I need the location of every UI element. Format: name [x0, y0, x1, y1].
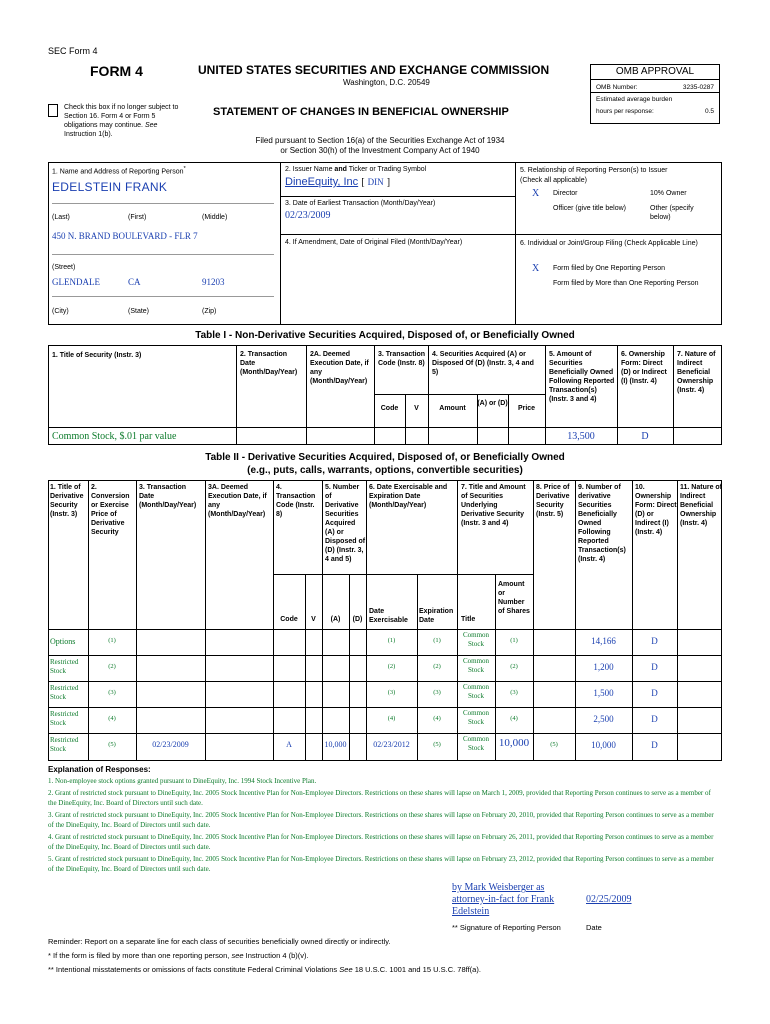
- amendment-label: 4. If Amendment, Date of Original Filed (Month/Day/Year): [285, 239, 463, 246]
- director-mark[interactable]: X: [532, 188, 540, 199]
- t2-row-price: (5): [550, 741, 558, 748]
- t1-h-nature: 7. Nature of Indirect Beneficial Ownership (Instr. 4): [677, 351, 716, 394]
- table-row: [48, 707, 722, 733]
- t2-row-u-title: Common Stock: [462, 631, 490, 648]
- issuer-label: 2. Issuer Name and Ticker or Trading Symbol: [285, 166, 427, 173]
- more-person-label: Form filed by More than One Reporting Person: [553, 280, 699, 287]
- t2-row-ex: (1): [387, 637, 396, 644]
- footnote: 5. Grant of restricted stock pursuant to DineEquity, Inc. 2005 Stock Incentive Plan for Non-Employee Directors. Restrictions on these shares will lapse on February 23, 2012, provided that Reporting Person continues to serve as a member of the DineEquity, Inc. Board of Directors until such date.: [48, 855, 714, 873]
- t1-row-owned: 13,500: [567, 431, 595, 442]
- t2-h-u-amount: Amount or Number of Shares: [498, 581, 530, 615]
- t2-row-exp: (1): [433, 637, 441, 644]
- table2-title: Table II - Derivative Securities Acquired, Disposed of, or Beneficially Owned (e.g., puts, calls, warrants, options, convertible securities): [205, 452, 565, 476]
- issuer-name-row: DineEquity, Inc [ DIN ]: [285, 176, 391, 188]
- explanation-title: Explanation of Responses:: [48, 765, 151, 774]
- issuer-name-link[interactable]: DineEquity, Inc: [285, 176, 359, 188]
- filing-type-label: 6. Individual or Joint/Group Filing (Check Applicable Line): [520, 240, 698, 247]
- t2-row-title: Restricted Stock: [50, 736, 79, 753]
- t2-row-u-amt: (1): [510, 637, 518, 644]
- t2-row-form: D: [651, 688, 658, 698]
- t2-h-exercisable: 6. Date Exercisable and Expiration Date (Month/Day/Year): [369, 484, 448, 509]
- reminder: Reminder: Report on a separate line for each class of securities beneficially owned directly or indirectly.: [48, 937, 391, 946]
- t2-row-title: Restricted Stock: [50, 710, 79, 727]
- t2-row-exp: (4): [433, 715, 441, 722]
- t1-h-price: Price: [517, 405, 536, 412]
- t2-row-u-amt: (3): [510, 689, 518, 696]
- checkbox-instructions: Check this box if no longer subject to Section 16. Form 4 or Form 5 obligations may continue. See Instruction 1(b).: [64, 104, 179, 138]
- t1-h-deemed: 2A. Deemed Execution Date, if any (Month/Day/Year): [310, 351, 369, 385]
- t1-row-title: Common Stock, $.01 par value: [52, 431, 177, 442]
- table-row: [48, 629, 722, 655]
- t1-h-title: 1. Title of Security (Instr. 3): [52, 352, 142, 359]
- t2-h-d: (D): [352, 616, 363, 623]
- middle-label: (Middle): [202, 214, 228, 221]
- zip-label: (Zip): [202, 308, 217, 315]
- t2-h-owned: 9. Number of derivative Securities Beneficially Owned Following Reported Transaction(s) (Instr. 4): [578, 484, 626, 563]
- t2-row-owned: 1,200: [593, 662, 614, 672]
- t2-h-form: 10. Ownership Form: Direct (D) or Indirect (I) (Instr. 4): [635, 484, 677, 536]
- t2-row-ex: (2): [387, 663, 396, 670]
- t2-row-ex: (4): [387, 715, 396, 722]
- t2-row-owned: 1,500: [593, 688, 614, 698]
- t2-row-ex: (3): [387, 689, 396, 696]
- zip-value: 91203: [202, 277, 225, 287]
- t1-h-aord: (A) or (D): [477, 400, 508, 407]
- signature-by: by Mark Weisberger as attorney-in-fact for Frank Edelstein: [452, 882, 555, 917]
- t2-row-conv: (2): [108, 663, 116, 670]
- form-title: FORM 4: [90, 63, 143, 79]
- reporting-person-name: EDELSTEIN FRANK: [52, 180, 168, 194]
- t1-h-securities: 4. Securities Acquired (A) or Disposed Of (D) (Instr. 3, 4 and 5): [432, 351, 534, 376]
- t2-row-title: Options: [50, 637, 76, 646]
- t2-row-form: D: [651, 714, 658, 724]
- t2-row-form: D: [651, 662, 658, 672]
- t1-h-form: 6. Ownership Form: Direct (D) or Indirect (I) (Instr. 4): [621, 351, 667, 385]
- t2-h-date-ex: Date Exercisable: [369, 608, 408, 624]
- street-value: 450 N. BRAND BOULEVARD - FLR 7: [52, 231, 198, 241]
- table1-title: Table I - Non-Derivative Securities Acquired, Disposed of, or Beneficially Owned: [195, 330, 575, 341]
- one-person-label: Form filed by One Reporting Person: [553, 265, 666, 272]
- t2-row-exp: (5): [433, 741, 441, 748]
- one-person-mark[interactable]: X: [532, 263, 540, 274]
- t1-h-code-sub: Code: [380, 405, 399, 412]
- no-longer-subject-checkbox[interactable]: [48, 104, 58, 117]
- t2-h-date: 3. Transaction Date (Month/Day/Year): [139, 484, 197, 509]
- state-label: (State): [128, 308, 150, 315]
- omb-number-value: 3235-0287: [682, 84, 714, 91]
- t2-row-owned: 10,000: [591, 740, 616, 750]
- t2-row-conv: (1): [108, 637, 116, 644]
- t2-row-u-title: Common Stock: [462, 735, 490, 752]
- t2-row-date: 02/23/2009: [152, 740, 189, 749]
- t2-row-form: D: [651, 636, 658, 646]
- omb-approval-box: [590, 64, 720, 124]
- table-row: [48, 655, 722, 681]
- city-label: (City): [52, 308, 69, 315]
- t2-h-number: 5. Number of Derivative Securities Acquired (A) or Disposed of (D) (Instr. 3, 4 and 5): [325, 484, 366, 563]
- t2-row-form: D: [651, 740, 658, 750]
- signature-date: 02/25/2009: [586, 894, 632, 905]
- t2-row-u-title: Common Stock: [462, 683, 490, 700]
- footnote: 2. Grant of restricted stock pursuant to DineEquity, Inc. 2005 Stock Incentive Plan for Non-Employee Directors. Restrictions on these shares will lapse on March 1, 2009, provided that Reporting Person continues to serve as a member of the DineEquity, Inc. Board of Directors until such date.: [48, 789, 711, 807]
- t2-row-a: 10,000: [324, 740, 347, 749]
- footnote: 4. Grant of restricted stock pursuant to DineEquity, Inc. 2005 Stock Incentive Plan for Non-Employee Directors. Restrictions on these shares will lapse on February 26, 2011, provided that Reporting Person continues to serve as a member of the DineEquity, Inc. Board of Directors until such date.: [48, 833, 714, 851]
- t1-h-date: 2. Transaction Date (Month/Day/Year): [240, 351, 298, 376]
- t2-row-title: Restricted Stock: [50, 658, 79, 675]
- omb-hours-value: 0.5: [704, 108, 714, 115]
- statement-title: STATEMENT OF CHANGES IN BENEFICIAL OWNERSHIP: [213, 106, 509, 118]
- footer-note-2: ** Intentional misstatements or omissions of facts constitute Federal Criminal Violations See 18 U.S.C. 1001 and 15 U.S.C. 78ff(a).: [48, 965, 481, 974]
- t2-row-owned: 2,500: [593, 714, 614, 724]
- t1-h-code: 3. Transaction Code (Instr. 8): [378, 351, 426, 367]
- t2-h-deemed: 3A. Deemed Execution Date, if any (Month/Day/Year): [208, 484, 267, 518]
- officer-label: Officer (give title below): [553, 205, 627, 212]
- t2-row-u-amt: 10,000: [498, 737, 530, 749]
- t2-row-exp: (3): [433, 689, 441, 696]
- t2-row-u-title: Common Stock: [462, 709, 490, 726]
- t2-row-code: A: [286, 740, 292, 749]
- agency-city: Washington, D.C. 20549: [343, 78, 430, 87]
- t2-h-exp: Expiration Date: [419, 608, 454, 624]
- issuer-ticker: DIN: [367, 177, 384, 187]
- explanation-notes: [48, 776, 720, 876]
- omb-burden-label: Estimated average burden: [596, 96, 673, 103]
- other-label: Other (specify below): [650, 205, 694, 221]
- t1-h-v: V: [414, 405, 419, 412]
- t2-row-ex: 02/23/2012: [373, 740, 410, 749]
- t2-h-title: 1. Title of Derivative Security (Instr. 3): [50, 484, 84, 518]
- street-label: (Street): [52, 264, 76, 271]
- t2-h-u-title: Title: [461, 616, 476, 623]
- t2-row-u-title: Common Stock: [462, 657, 490, 674]
- t2-row-title: Restricted Stock: [50, 684, 79, 701]
- earliest-transaction-label: 3. Date of Earliest Transaction (Month/Day/Year): [285, 200, 436, 207]
- t2-h-conversion: 2. Conversion or Exercise Price of Derivative Security: [91, 484, 130, 536]
- t2-row-u-amt: (2): [510, 663, 518, 670]
- filed-pursuant: Filed pursuant to Section 16(a) of the Securities Exchange Act of 1934 or Section 30(h) of the Investment Company Act of 1940: [255, 136, 505, 155]
- signature-date-label: Date: [586, 923, 602, 932]
- first-label: (First): [128, 214, 147, 221]
- t2-row-owned: 14,166: [591, 636, 616, 646]
- t2-h-price: 8. Price of Derivative Security (Instr. 5): [536, 484, 570, 518]
- footnote: 3. Grant of restricted stock pursuant to DineEquity, Inc. 2005 Stock Incentive Plan for Non-Employee Directors. Restrictions on these shares will lapse on February 20, 2010, provided that Reporting Person continues to serve as a member of the DineEquity, Inc. Board of Directors until such date.: [48, 811, 714, 829]
- last-label: (Last): [52, 214, 70, 221]
- t2-h-underlying: 7. Title and Amount of Securities Underlying Derivative Security (Instr. 3 and 4): [461, 484, 526, 527]
- t2-row-u-amt: (4): [510, 715, 518, 722]
- footnote: 1. Non-employee stock options granted pursuant to DineEquity, Inc. 1994 Stock Incentive Plan.: [48, 777, 317, 785]
- t2-h-a: (A): [330, 616, 341, 623]
- earliest-transaction-date: 02/23/2009: [285, 210, 331, 221]
- t2-h-code-sub: Code: [280, 616, 298, 623]
- state-value: CA: [128, 277, 141, 287]
- t1-h-owned: 5. Amount of Securities Beneficially Owned Following Reported Transaction(s) (Instr. 3 and 4): [549, 351, 615, 403]
- agency-title: UNITED STATES SECURITIES AND EXCHANGE COMMISSION: [198, 63, 550, 77]
- relationship-label: 5. Relationship of Reporting Person(s) to Issuer (Check all applicable): [520, 167, 668, 184]
- t2-row-conv: (4): [108, 715, 116, 722]
- table-row: [48, 733, 722, 761]
- reporting-person-label: 1. Name and Address of Reporting Person*: [52, 166, 186, 176]
- t1-h-amount: Amount: [439, 405, 466, 412]
- ten-pct-owner-label: 10% Owner: [650, 190, 687, 197]
- city-value: GLENDALE: [52, 277, 100, 287]
- t2-row-conv: (5): [108, 741, 116, 748]
- sec-form-label: SEC Form 4: [48, 46, 98, 56]
- table-row: [48, 681, 722, 707]
- t2-row-conv: (3): [108, 689, 116, 696]
- director-label: Director: [553, 190, 578, 197]
- t2-h-code: 4. Transaction Code (Instr. 8): [276, 484, 316, 518]
- t2-h-v: V: [311, 616, 316, 623]
- omb-number-label: OMB Number:: [596, 84, 638, 91]
- t2-h-nature: 11. Nature of Indirect Beneficial Ownership (Instr. 4): [680, 484, 723, 527]
- signature-label: ** Signature of Reporting Person: [452, 923, 561, 932]
- t2-row-exp: (2): [433, 663, 441, 670]
- footer-note-1: * If the form is filed by more than one reporting person, see Instruction 4 (b)(v).: [48, 951, 309, 960]
- omb-hours-label: hours per response:: [596, 108, 654, 115]
- t1-row-form: D: [641, 431, 649, 442]
- omb-title: OMB APPROVAL: [591, 65, 719, 80]
